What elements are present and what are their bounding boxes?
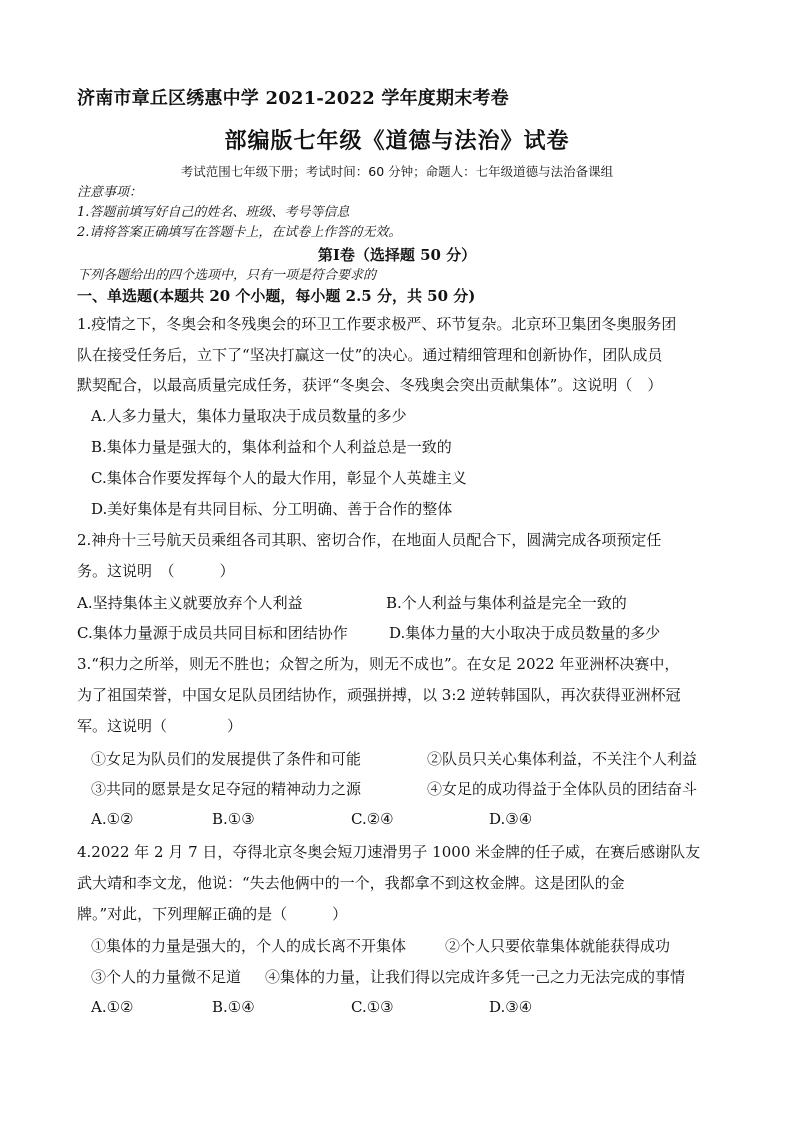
question-3-option-b: B.①③ bbox=[212, 810, 255, 828]
exam-main-title: 部编版七年级《道德与法治》试卷 bbox=[224, 128, 570, 154]
question-4-option-c: C.①③ bbox=[351, 998, 394, 1016]
notice-title: 注意事项： bbox=[77, 185, 143, 200]
question-3-statement: ①女足为队员们的发展提供了条件和可能 bbox=[91, 750, 362, 768]
question-3-option-d: D.③④ bbox=[489, 810, 533, 828]
notice-item: 1.答题前填写好自己的姓名、班级、考号等信息 bbox=[77, 205, 350, 220]
question-3-line: 军。这说明（ ） bbox=[77, 717, 243, 735]
question-4-option-d: D.③④ bbox=[489, 998, 533, 1016]
question-3-option-c: C.②④ bbox=[351, 810, 394, 828]
question-4-statement: ④集体的力量，让我们得以完成许多凭一己之力无法完成的事情 bbox=[265, 968, 686, 986]
question-1-line: 队在接受任务后，立下了“坚决打赢这一仗”的决心。通过精细管理和创新协作，团队成员 bbox=[77, 346, 663, 364]
question-2-option-b: B.个人利益与集体利益是完全一致的 bbox=[386, 594, 627, 612]
question-3-statement: ②队员只关心集体利益，不关注个人利益 bbox=[427, 750, 698, 768]
question-3-option-a: A.①② bbox=[91, 810, 134, 828]
question-1-option-d: D.美好集体是有共同目标、分工明确、善于合作的整体 bbox=[91, 500, 453, 518]
question-3-line: 为了祖国荣誉，中国女足队员团结协作，顽强拼搏，以 3:2 逆转韩国队，再次获得亚洲杯冠 bbox=[77, 686, 681, 704]
question-4-line: 武大靖和李文龙，他说：“失去他俩中的一个，我都拿不到这枚金牌。这是团队的金 bbox=[77, 874, 625, 892]
question-3-statement: ④女足的成功得益于全体队员的团结奋斗 bbox=[427, 780, 698, 798]
exam-info: 考试范围七年级下册；考试时间：60 分钟；命题人：七年级道德与法治备课组 bbox=[180, 164, 614, 179]
question-1-option-a: A.人多力量大，集体力量取决于成员数量的多少 bbox=[91, 407, 407, 425]
question-4-option-b: B.①④ bbox=[212, 998, 255, 1016]
school-title: 济南市章丘区绣惠中学 2021-2022 学年度期末考卷 bbox=[77, 88, 509, 109]
question-2-line: 务。这说明 （ ） bbox=[77, 562, 235, 580]
question-1-line: 默契配合，以最高质量完成任务，获评“冬奥会、冬残奥会突出贡献集体”。这说明（ ） bbox=[77, 376, 663, 394]
question-4-option-a: A.①② bbox=[91, 998, 134, 1016]
section-heading: 一、单选题(本题共 20 个小题，每小题 2.5 分，共 50 分) bbox=[77, 287, 476, 305]
question-4-statement: ③个人的力量微不足道 bbox=[91, 968, 242, 986]
question-2-option-c: C.集体力量源于成员共同目标和团结协作 bbox=[77, 624, 348, 642]
question-4-line: 4.2022 年 2 月 7 日，夺得北京冬奥会短刀速滑男子 1000 米金牌的任子威，在赛后感谢队友 bbox=[77, 843, 701, 861]
question-2-option-d: D.集体力量的大小取决于成员数量的多少 bbox=[389, 624, 661, 642]
notice-item: 2.请将答案正确填写在答题卡上，在试卷上作答的无效。 bbox=[77, 225, 402, 240]
part-title: 第Ⅰ卷（选择题 50 分） bbox=[317, 246, 477, 264]
question-2-option-a: A.坚持集体主义就要放弃个人利益 bbox=[77, 594, 303, 612]
question-3-line: 3.“积力之所举，则无不胜也；众智之所为，则无不成也”。在女足 2022 年亚洲杯决赛中， bbox=[77, 655, 680, 673]
question-1-option-b: B.集体力量是强大的，集体利益和个人利益总是一致的 bbox=[91, 438, 452, 456]
question-1-option-c: C.集体合作要发挥每个人的最大作用，彰显个人英雄主义 bbox=[91, 469, 467, 487]
part-instruction: 下列各题给出的四个选项中，只有一项是符合要求的 bbox=[77, 268, 377, 283]
question-2-line: 2.神舟十三号航天员乘组各司其职、密切合作，在地面人员配合下，圆满完成各项预定任 bbox=[77, 531, 662, 549]
question-3-statement: ③共同的愿景是女足夺冠的精神动力之源 bbox=[91, 780, 362, 798]
question-4-statement: ②个人只要依靠集体就能获得成功 bbox=[445, 937, 671, 955]
question-4-line: 牌。”对此，下列理解正确的是（ ） bbox=[77, 905, 348, 923]
question-1-line: 1.疫情之下，冬奥会和冬残奥会的环卫工作要求极严、环节复杂。北京环卫集团冬奥服务团 bbox=[77, 315, 677, 333]
question-4-statement: ①集体的力量是强大的，个人的成长离不开集体 bbox=[91, 937, 407, 955]
